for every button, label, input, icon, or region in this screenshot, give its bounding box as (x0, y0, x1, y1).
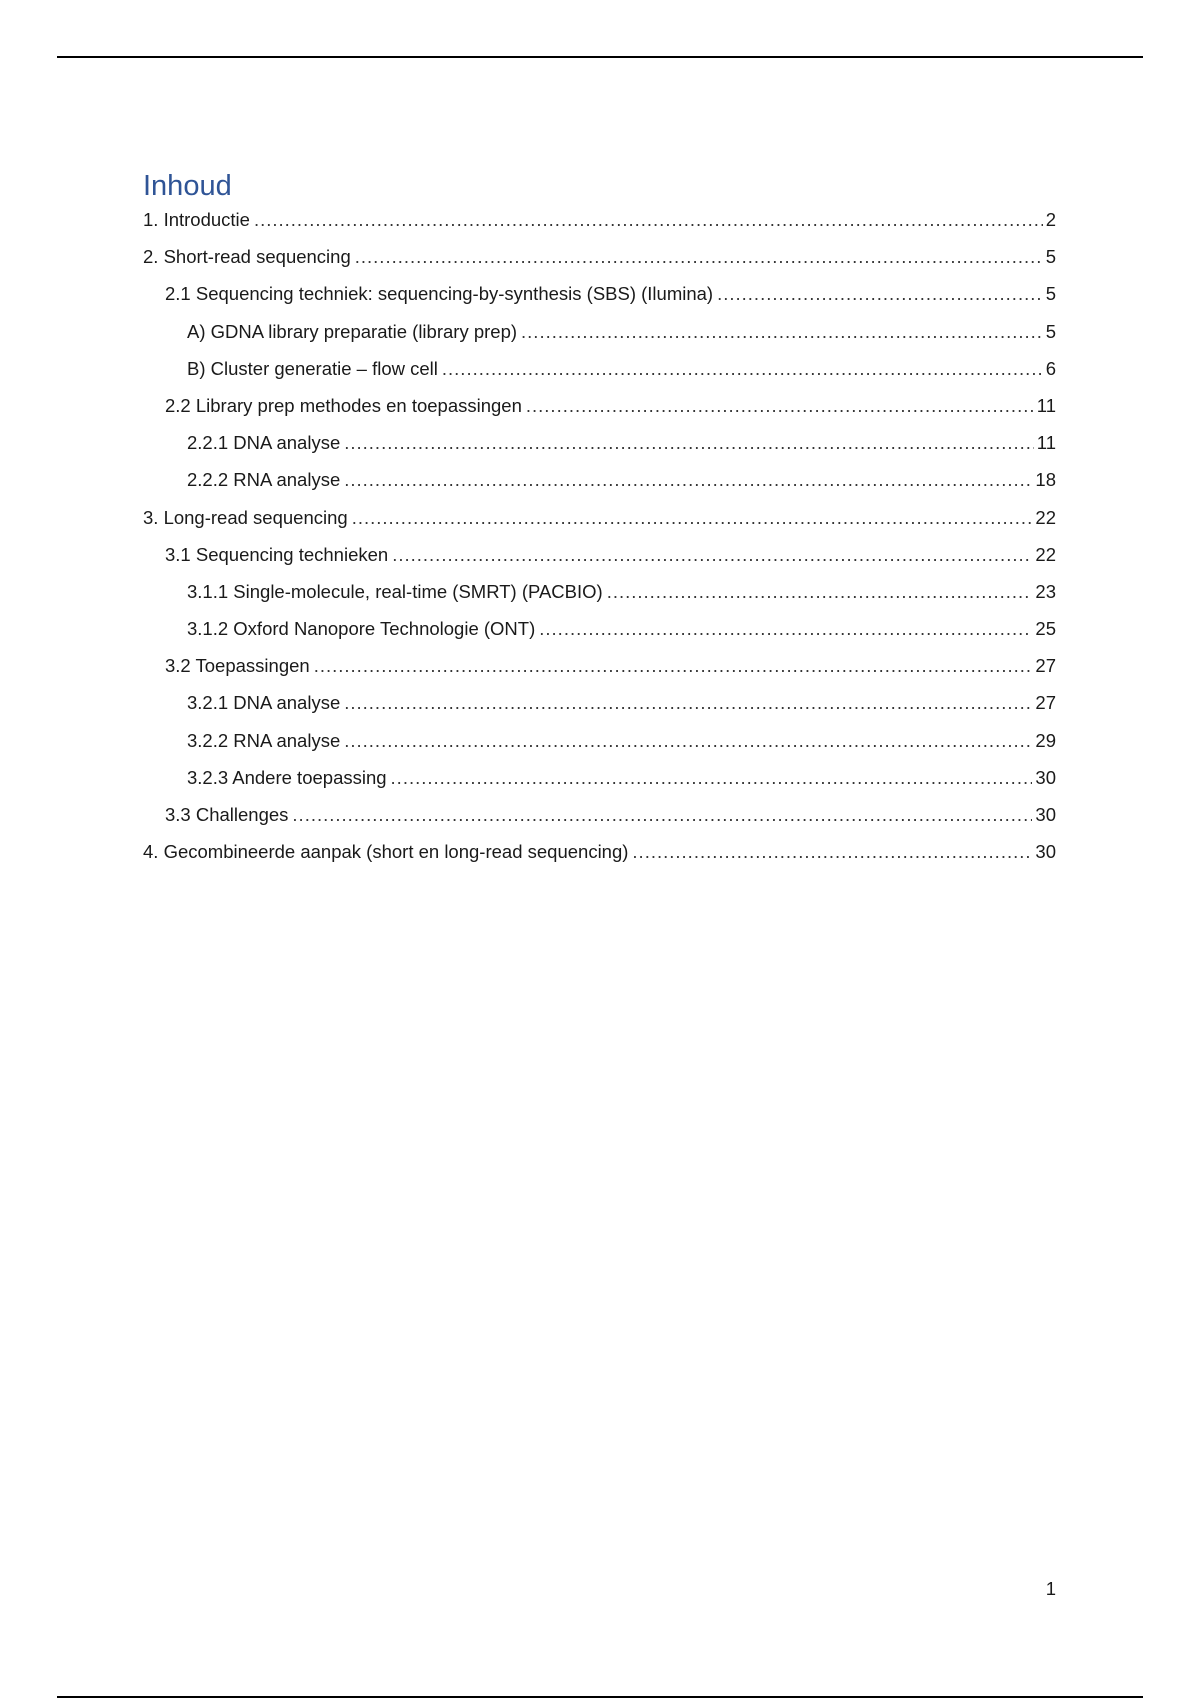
toc-entry[interactable] (143, 841, 1056, 878)
toc-entry[interactable] (143, 395, 1056, 432)
toc-entry-label: 3. Long-read sequencing (143, 506, 348, 528)
toc-entry-label: 1. Introductie (143, 209, 250, 230)
header-rule (57, 56, 1143, 58)
toc-entry-label: 2.2 Library prep methodes en toepassingen (165, 394, 522, 416)
toc-entry-page: 11 (1036, 432, 1056, 454)
toc-entry[interactable] (143, 283, 1056, 320)
toc-entry-page: 30 (1035, 841, 1056, 863)
toc-entry-page: 5 (1045, 283, 1056, 305)
toc-dot-leader (344, 730, 1032, 752)
toc-dot-leader (344, 692, 1032, 714)
toc-entry-page: 5 (1045, 320, 1056, 342)
toc-dot-leader (442, 358, 1043, 380)
toc-dot-leader (607, 581, 1033, 603)
toc-entry-page: 22 (1035, 543, 1056, 565)
toc-entry-page: 11 (1036, 394, 1056, 416)
toc-dot-leader (539, 618, 1032, 640)
toc-entry-label: 3.3 Challenges (165, 804, 289, 825)
toc-entry-label: B) Cluster generatie – flow cell (187, 357, 438, 379)
toc-entry-label: 3.2.2 RNA analyse (187, 729, 341, 751)
toc-entry-page: 22 (1035, 506, 1056, 528)
toc-entry-label: 4. Gecombineerde aanpak (short en long-read sequencing) (143, 841, 629, 863)
toc-entry[interactable] (143, 469, 1056, 506)
toc-entry[interactable] (143, 804, 1056, 841)
toc-entry[interactable] (143, 692, 1056, 729)
toc-entry[interactable] (143, 655, 1056, 692)
toc-dot-leader (314, 655, 1033, 677)
toc-entry[interactable] (143, 618, 1056, 655)
toc-entry[interactable] (143, 246, 1056, 283)
toc-dot-leader (355, 246, 1043, 268)
toc-entry-label: 3.2.1 DNA analyse (187, 692, 341, 714)
toc-entry[interactable] (143, 544, 1056, 581)
toc-entry-page: 25 (1035, 618, 1056, 640)
toc-entry-page: 30 (1035, 766, 1056, 788)
toc-entry-label: 3.1 Sequencing technieken (165, 543, 389, 565)
toc-entry-page: 29 (1035, 729, 1056, 751)
toc-entry-page: 27 (1035, 692, 1056, 714)
toc-entry[interactable] (143, 507, 1056, 544)
toc-dot-leader (292, 804, 1032, 826)
toc-entry-page: 30 (1035, 804, 1056, 825)
toc-list (143, 209, 1056, 878)
toc-dot-leader (392, 544, 1032, 566)
toc-entry[interactable] (143, 432, 1056, 469)
toc-entry-page: 6 (1045, 357, 1056, 379)
table-of-contents (143, 168, 1056, 878)
toc-entry-page: 27 (1035, 655, 1056, 677)
toc-dot-leader (344, 432, 1034, 454)
toc-entry-label: 3.1.2 Oxford Nanopore Technologie (ONT) (187, 618, 536, 640)
toc-dot-leader (632, 841, 1032, 863)
toc-entry[interactable] (143, 321, 1056, 358)
toc-entry-page: 2 (1045, 209, 1056, 230)
page-number: 1 (1045, 1578, 1056, 1599)
toc-entry[interactable] (143, 767, 1056, 804)
footer-rule (57, 1696, 1143, 1698)
toc-entry[interactable] (143, 581, 1056, 618)
toc-entry-label: 2. Short-read sequencing (143, 246, 351, 268)
toc-dot-leader (352, 507, 1033, 529)
toc-entry-label: 2.2.2 RNA analyse (187, 469, 341, 491)
toc-dot-leader (526, 395, 1034, 417)
toc-entry-label: A) GDNA library preparatie (library prep) (187, 320, 518, 342)
toc-dot-leader (391, 767, 1033, 789)
toc-entry-page: 5 (1045, 246, 1056, 268)
toc-title: Inhoud (143, 170, 232, 202)
toc-entry[interactable] (143, 209, 1056, 246)
toc-entry[interactable] (143, 730, 1056, 767)
toc-dot-leader (254, 209, 1043, 231)
toc-dot-leader (344, 469, 1032, 491)
toc-dot-leader (521, 321, 1043, 343)
toc-entry-label: 3.1.1 Single-molecule, real-time (SMRT) (PACBIO) (187, 580, 603, 602)
toc-entry[interactable] (143, 358, 1056, 395)
toc-entry-label: 3.2 Toepassingen (165, 655, 310, 677)
toc-entry-label: 2.1 Sequencing techniek: sequencing-by-synthesis (SBS) (Ilumina) (165, 283, 714, 305)
toc-entry-label: 3.2.3 Andere toepassing (187, 766, 387, 788)
toc-entry-page: 23 (1035, 580, 1056, 602)
toc-dot-leader (717, 283, 1043, 305)
toc-entry-label: 2.2.1 DNA analyse (187, 432, 341, 454)
toc-entry-page: 18 (1035, 469, 1056, 491)
